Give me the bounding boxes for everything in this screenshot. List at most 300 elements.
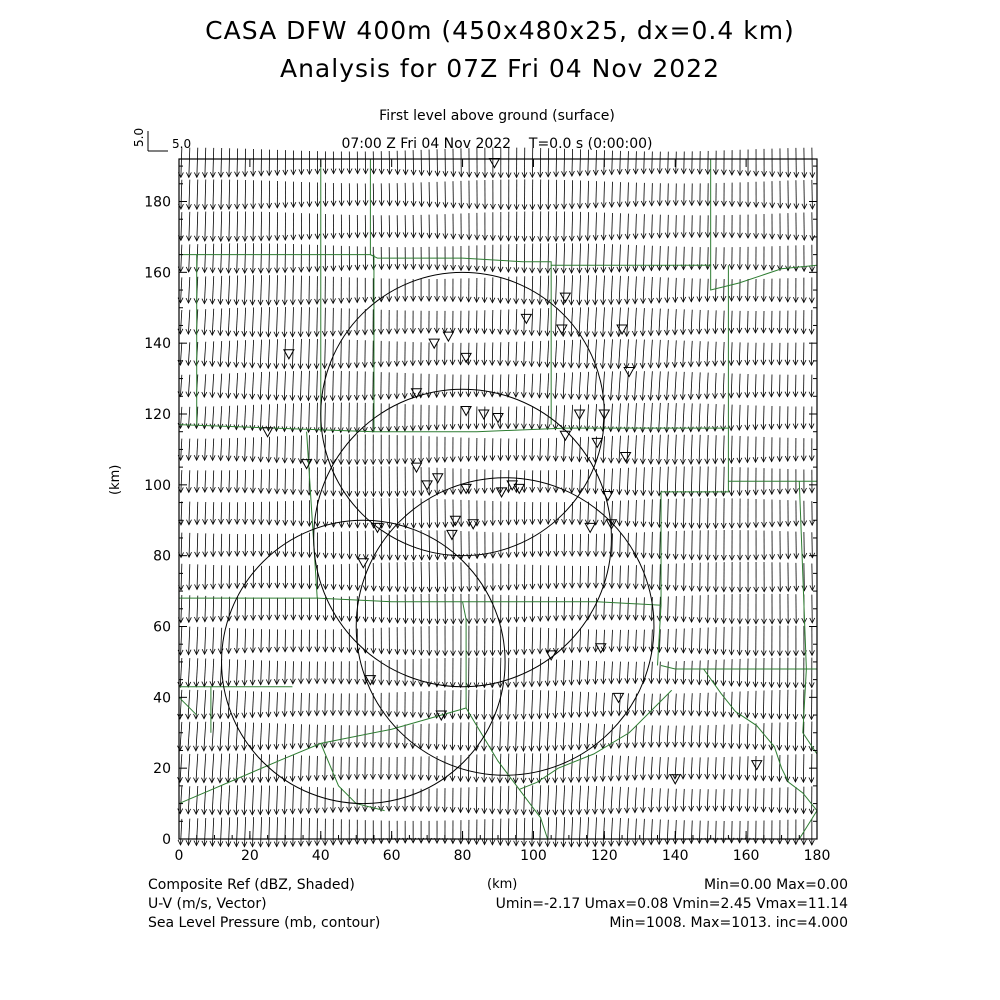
wind-vector: [220, 341, 222, 366]
wind-vector: [611, 755, 613, 780]
wind-vector: [683, 661, 684, 684]
wind-vector: [261, 817, 262, 847]
wind-vector: [723, 342, 724, 366]
wind-vector: [731, 757, 732, 780]
wind-vector: [555, 754, 557, 783]
wind-vector: [516, 786, 517, 815]
wind-vector: [269, 243, 270, 272]
x-tick-label: 100: [520, 848, 547, 864]
wind-vector: [634, 371, 636, 400]
wind-vector: [747, 691, 748, 718]
wind-vector: [492, 375, 493, 397]
wind-vector: [700, 247, 701, 269]
wind-vector: [236, 275, 237, 304]
wind-vector: [236, 308, 237, 336]
wind-vector: [285, 817, 286, 846]
wind-vector: [261, 437, 262, 462]
wind-vector: [596, 598, 597, 620]
wind-vector: [667, 757, 668, 779]
wind-vector: [245, 180, 246, 209]
wind-vector: [580, 534, 581, 556]
station-marker: [429, 339, 439, 348]
wind-vector: [675, 340, 677, 367]
wind-vector: [628, 182, 629, 206]
wind-vector: [213, 565, 214, 589]
wind-vector: [691, 757, 692, 779]
wind-vector: [636, 183, 637, 207]
wind-vector: [699, 372, 700, 399]
wind-vector: [635, 308, 637, 336]
wind-vector: [635, 435, 637, 463]
wind-vector: [684, 596, 685, 622]
wind-vector: [603, 786, 605, 813]
wind-vector: [708, 595, 709, 623]
wind-vector: [787, 690, 788, 719]
wind-vector: [580, 598, 581, 620]
wind-vector: [532, 341, 533, 366]
wind-vector: [204, 309, 205, 335]
wind-vector: [548, 817, 549, 846]
wind-vector: [620, 151, 621, 174]
wind-vector: [611, 661, 612, 683]
wind-vector: [197, 212, 198, 241]
wind-vector: [708, 498, 709, 528]
wind-vector: [747, 724, 748, 749]
wind-vector: [508, 754, 509, 783]
wind-vector: [292, 371, 293, 400]
wind-vector: [620, 533, 621, 557]
wind-vector: [484, 754, 485, 782]
wind-vector: [612, 182, 613, 207]
wind-vector: [627, 245, 628, 272]
wind-vector: [212, 276, 213, 304]
wind-vector: [683, 789, 684, 811]
wind-vector: [252, 723, 253, 750]
wind-vector: [604, 598, 605, 620]
wind-vector: [660, 183, 661, 205]
wind-vector: [253, 629, 254, 653]
wind-vector: [580, 566, 581, 588]
wind-vector: [619, 662, 620, 684]
wind-vector: [684, 563, 685, 590]
wind-vector: [484, 375, 485, 397]
wind-vector: [572, 243, 573, 273]
wind-vector: [221, 502, 222, 524]
wind-vector: [492, 754, 493, 782]
wind-vector: [196, 722, 198, 751]
wind-vector: [659, 277, 660, 303]
wind-vector: [484, 787, 485, 814]
wind-vector: [237, 148, 238, 176]
wind-vector: [213, 439, 214, 461]
station-marker: [585, 523, 595, 532]
wind-vector: [221, 470, 222, 492]
wind-vector: [220, 406, 221, 429]
x-axis-label: (km): [487, 877, 518, 892]
wind-vector: [381, 563, 382, 591]
wind-vector: [317, 307, 318, 336]
wind-vector: [652, 183, 653, 206]
footer-wind-range: Umin=-2.17 Umax=0.08 Vmin=2.45 Vmax=11.14: [495, 896, 848, 912]
wind-vector: [300, 339, 301, 369]
wind-vector: [779, 343, 780, 365]
wind-vector: [524, 309, 525, 335]
wind-vector: [707, 628, 708, 654]
wind-vector: [579, 340, 581, 368]
county-boundary: [321, 743, 385, 810]
wind-vector: [627, 339, 629, 368]
wind-vector: [795, 754, 796, 782]
wind-vector: [500, 690, 501, 720]
wind-vector: [555, 405, 556, 429]
footer-pressure-label: Sea Level Pressure (mb, contour): [148, 915, 381, 931]
wind-vector: [691, 372, 692, 399]
wind-vector: [516, 658, 517, 687]
wind-vector: [732, 279, 733, 301]
wind-vector: [763, 374, 764, 397]
wind-vector: [437, 562, 438, 592]
wind-vector: [309, 725, 310, 749]
wind-vector: [572, 149, 573, 176]
wind-vector: [532, 438, 533, 460]
wind-vector: [699, 693, 700, 716]
wind-vector: [188, 310, 189, 334]
wind-vector: [205, 244, 206, 273]
radar-range-ring: [222, 520, 506, 803]
wind-vector: [508, 658, 509, 687]
wind-vector: [612, 630, 613, 652]
wind-vector: [603, 244, 604, 272]
wind-vector: [252, 754, 253, 782]
wind-vector: [724, 627, 725, 655]
wind-vector: [204, 276, 205, 303]
wind-vector: [244, 275, 245, 304]
wind-vector: [197, 627, 198, 655]
wind-vector: [292, 339, 293, 369]
wind-vector: [285, 786, 286, 814]
x-tick-label: 40: [311, 848, 330, 864]
wind-vector: [237, 438, 238, 461]
wind-vector: [643, 308, 645, 336]
wind-vector: [620, 501, 621, 526]
wind-vector: [683, 498, 684, 527]
footer-wind-label: U-V (m/s, Vector): [148, 896, 267, 912]
wind-vector: [707, 279, 708, 302]
radar-range-ring: [356, 478, 654, 776]
wind-vector: [564, 566, 565, 588]
wind-vector: [244, 691, 245, 718]
reference-vector: [132, 128, 191, 151]
wind-vector: [245, 597, 246, 620]
wind-vector: [627, 662, 628, 684]
wind-vector: [564, 149, 565, 177]
wind-vector: [675, 309, 676, 335]
wind-vector: [237, 502, 238, 524]
wind-vector: [269, 661, 270, 685]
wind-vector: [205, 565, 206, 589]
wind-vector: [532, 627, 533, 654]
wind-vector: [747, 436, 748, 462]
wind-vector: [715, 725, 716, 748]
wind-vector: [277, 436, 278, 462]
wind-vector: [189, 212, 190, 241]
wind-vector: [540, 211, 541, 241]
wind-vector: [197, 564, 198, 589]
wind-vector: [205, 148, 206, 178]
wind-vector: [611, 339, 613, 368]
wind-vector: [277, 661, 278, 684]
wind-vector: [659, 819, 660, 844]
wind-vector: [659, 726, 660, 748]
wind-vector: [237, 180, 238, 209]
wind-vector: [309, 403, 310, 432]
wind-vector: [540, 659, 541, 686]
wind-vector: [635, 819, 636, 846]
wind-vector: [516, 406, 517, 428]
wind-vector: [325, 371, 326, 401]
wind-vector: [699, 435, 700, 464]
wind-vector: [229, 502, 230, 524]
wind-vector: [763, 756, 764, 781]
wind-vector: [572, 212, 573, 241]
wind-vector: [220, 818, 221, 847]
wind-vector: [229, 148, 230, 177]
wind-vector: [547, 785, 548, 814]
wind-vector: [492, 342, 493, 365]
wind-vector: [317, 371, 318, 401]
wind-vector: [579, 723, 581, 750]
wind-vector: [548, 628, 549, 653]
wind-vector: [635, 756, 637, 780]
wind-vector: [612, 151, 613, 175]
wind-vector: [540, 817, 541, 846]
wind-vector: [739, 374, 740, 398]
wind-vector: [524, 818, 525, 846]
wind-vector: [341, 371, 342, 400]
wind-vector: [253, 243, 254, 273]
wind-vector: [300, 371, 301, 401]
wind-vector: [683, 372, 685, 400]
wind-vector: [277, 692, 278, 716]
wind-vector: [580, 149, 581, 175]
wind-vector: [636, 533, 637, 558]
wind-vector: [245, 438, 246, 462]
wind-vector: [587, 307, 589, 336]
wind-vector: [188, 277, 189, 303]
wind-vector: [213, 244, 214, 273]
wind-vector: [531, 753, 532, 783]
x-tick-label: 20: [240, 848, 259, 864]
wind-vector: [580, 212, 581, 241]
wind-vector: [668, 183, 669, 205]
wind-vector: [373, 563, 374, 591]
wind-vector: [196, 818, 197, 845]
wind-vector: [571, 372, 573, 399]
wind-vector: [180, 722, 182, 751]
wind-vector: [628, 598, 629, 620]
wind-vector: [668, 564, 669, 590]
wind-vector: [260, 786, 261, 815]
wind-vector: [540, 374, 541, 398]
wind-vector: [244, 722, 246, 750]
wind-vector: [572, 470, 573, 493]
wind-vector: [268, 372, 269, 400]
wind-vector: [739, 405, 740, 430]
wind-vector: [268, 404, 269, 431]
wind-vector: [580, 181, 581, 209]
wind-vector: [213, 180, 214, 210]
wind-vector: [595, 275, 596, 304]
wind-vector: [779, 690, 780, 719]
wind-vector: [357, 371, 358, 400]
x-tick-label: 80: [453, 848, 472, 864]
wind-vector: [492, 690, 493, 720]
wind-vector: [540, 276, 541, 305]
wind-vector: [659, 340, 661, 368]
wind-vector: [237, 597, 238, 621]
wind-vector: [540, 243, 541, 272]
wind-vector: [555, 785, 556, 814]
wind-vector: [301, 307, 302, 336]
wind-vector: [236, 340, 238, 367]
wind-vector: [707, 789, 708, 811]
wind-vector: [556, 660, 557, 686]
wind-vector: [397, 562, 398, 591]
station-marker: [489, 159, 499, 168]
wind-vector: [221, 180, 222, 210]
wind-vector: [691, 403, 692, 431]
wind-vector: [587, 661, 588, 684]
wind-vector: [580, 502, 581, 525]
wind-vector: [756, 437, 757, 463]
wind-vector: [723, 789, 724, 811]
wind-vector: [221, 211, 222, 241]
wind-vector: [500, 342, 501, 365]
wind-vector: [204, 754, 206, 783]
wind-vector: [197, 470, 198, 492]
wind-vector: [548, 243, 549, 273]
wind-vector: [204, 818, 205, 846]
wind-vector: [643, 277, 644, 304]
wind-vector: [627, 630, 628, 652]
wind-vector: [659, 309, 661, 336]
wind-vector: [524, 786, 525, 815]
wind-vector: [301, 276, 302, 305]
wind-vector: [197, 148, 198, 178]
wind-vector: [699, 310, 700, 334]
wind-vector: [221, 244, 222, 273]
wind-vector: [683, 628, 684, 652]
county-boundary: [179, 697, 197, 715]
wind-vector: [556, 817, 557, 846]
wind-vector: [731, 789, 732, 811]
wind-vector: [508, 721, 509, 751]
wind-vector: [220, 374, 221, 398]
station-marker: [614, 693, 624, 702]
wind-vector: [572, 502, 573, 524]
wind-vector: [325, 756, 326, 780]
wind-vector: [700, 595, 701, 622]
wind-vector: [659, 499, 660, 527]
wind-vector: [341, 339, 342, 368]
wind-vector: [572, 566, 573, 588]
wind-vector: [293, 818, 294, 847]
wind-vector: [212, 754, 214, 783]
wind-vector: [787, 755, 788, 782]
level-label: First level above ground (surface): [379, 108, 615, 124]
wind-vector: [643, 757, 644, 780]
wind-vector: [205, 439, 206, 461]
wind-vector: [651, 340, 653, 368]
wind-vector: [747, 311, 748, 333]
wind-vector: [260, 723, 261, 750]
wind-vector: [716, 498, 717, 528]
wind-vector: [508, 342, 509, 366]
wind-vector: [325, 693, 326, 715]
wind-vector: [261, 212, 262, 241]
wind-vector: [492, 310, 493, 334]
wind-vector: [301, 403, 302, 432]
wind-vector: [189, 470, 190, 492]
wind-vector: [221, 148, 222, 177]
wind-vector: [269, 469, 270, 493]
wind-vector: [205, 470, 206, 492]
x-tick-label: 60: [382, 848, 401, 864]
wind-vector: [731, 659, 732, 686]
wind-vector: [675, 789, 676, 812]
wind-vector: [500, 819, 501, 846]
wind-vector: [500, 658, 501, 688]
wind-vector: [595, 692, 596, 716]
chart-subtitle-analysis: Analysis for 07Z Fri 04 Nov 2022: [279, 54, 720, 83]
wind-vector: [500, 722, 501, 751]
wind-vector: [284, 404, 285, 432]
wind-vector: [532, 374, 533, 398]
wind-vector: [619, 276, 620, 304]
wind-vector: [237, 243, 238, 273]
wind-vector: [596, 630, 597, 652]
wind-vector: [500, 438, 501, 460]
wind-vector: [253, 275, 254, 305]
wind-vector: [516, 818, 517, 846]
wind-vector: [684, 247, 685, 270]
wind-vector: [763, 723, 764, 749]
wind-vector: [723, 725, 724, 748]
wind-vector: [643, 467, 644, 495]
wind-vector: [675, 757, 676, 779]
wind-vector: [333, 339, 334, 368]
wind-vector: [779, 755, 780, 781]
wind-vector: [229, 211, 230, 241]
wind-vector: [220, 690, 222, 718]
wind-vector: [547, 308, 548, 336]
wind-vector: [675, 278, 676, 302]
wind-vector: [252, 691, 253, 717]
wind-vector: [668, 596, 669, 621]
wind-vector: [253, 470, 254, 493]
wind-vector: [365, 531, 366, 560]
wind-vector: [579, 661, 580, 685]
wind-vector: [181, 148, 182, 178]
wind-vector: [643, 788, 644, 813]
wind-vector: [747, 789, 748, 812]
wind-vector: [700, 530, 701, 559]
wind-vector: [476, 343, 477, 365]
wind-vector: [771, 690, 772, 718]
wind-vector: [547, 691, 548, 719]
wind-vector: [229, 628, 230, 653]
wind-vector: [612, 213, 613, 240]
